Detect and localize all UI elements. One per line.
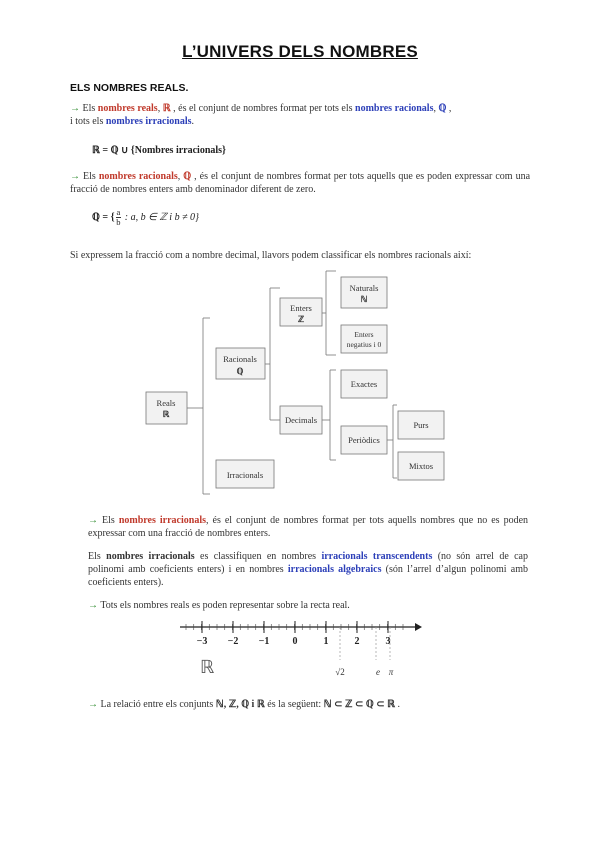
text: . — [191, 116, 194, 127]
term-transcendents: irracionals transcendents — [321, 551, 433, 562]
text: , — [433, 103, 439, 114]
tick-label: 0 — [292, 636, 298, 647]
box-label: Enters — [290, 303, 312, 313]
section-title: ELS NOMBRES REALS. — [70, 82, 189, 94]
text: , és el conjunt de nombres format per tots aquells que es poden expressar com una fracció de nombres enters amb denominador diferent de zero. — [70, 171, 531, 195]
text: Els — [82, 103, 98, 114]
pi-label: π — [388, 667, 394, 677]
text: Els — [102, 515, 119, 526]
reals-symbol: ℝ — [200, 657, 215, 677]
text: La relació entre els conjunts — [100, 699, 216, 710]
sqrt2-label: √2 — [335, 667, 345, 677]
arrow-icon: → — [70, 103, 80, 114]
box-label: negatius i 0 — [346, 340, 382, 349]
term-nombres-racionals: nombres racionals — [98, 171, 178, 182]
box-label: Irracionals — [226, 470, 264, 480]
tick-label: 3 — [385, 636, 391, 647]
tick-labels — [197, 636, 391, 647]
text: , — [177, 171, 184, 182]
arrow-icon: → — [88, 600, 98, 611]
box-label: Reals — [156, 398, 176, 408]
arrow-icon: → — [88, 515, 98, 526]
sets-inclusion: ℕ ⊂ ℤ ⊂ ℚ ⊂ ℝ — [323, 699, 396, 710]
symbol-q: ℚ — [438, 103, 447, 114]
tick-label: 2 — [354, 636, 360, 647]
box-label: Naturals — [349, 283, 379, 293]
formula-reals: ℝ = ℚ ∪ {Nombres irracionals} — [92, 145, 226, 156]
symbol-q: ℚ — [183, 171, 192, 182]
fraction-denominator: b — [116, 217, 121, 227]
text: (no són arrel de cap polinomi amb coeficients enters) i en nombres — [88, 551, 528, 575]
page-title: L’UNIVERS DELS NOMBRES — [182, 42, 418, 61]
box-symbol: ℤ — [297, 314, 305, 324]
text: Els — [83, 171, 99, 182]
term-algebraics: irracionals algebraics — [287, 564, 382, 575]
box-label: Purs — [413, 420, 429, 430]
tick-label: −1 — [258, 636, 270, 647]
box-symbol: ℕ — [360, 294, 368, 304]
text: . — [395, 699, 401, 710]
text: , — [446, 103, 452, 114]
paragraph-relacio — [88, 698, 528, 711]
sets-list: ℕ, ℤ, ℚ i ℝ — [215, 699, 265, 710]
text: , és el conjunt de nombres format per tots aquells nombres que no es poden expressar com una fracció de nombres enters. — [88, 515, 529, 539]
number-line-arrow-icon — [415, 623, 422, 631]
term-nombres-reals: nombres reals — [97, 103, 158, 114]
formula-lhs: ℚ = { — [92, 211, 115, 223]
term-nombres-irracionals: nombres irracionals — [106, 551, 195, 562]
term-nombres-irracionals: nombres irracionals — [118, 515, 206, 526]
tick-label: −3 — [196, 636, 208, 647]
arrow-icon: → — [88, 699, 98, 710]
tick-label: 1 — [323, 636, 329, 647]
box-symbol: ℚ — [236, 366, 244, 376]
text: i tots els — [70, 116, 106, 127]
box-label: Enters — [354, 330, 374, 339]
arrow-icon: → — [70, 171, 80, 182]
symbol-r: ℝ — [162, 103, 171, 114]
term-nombres-irracionals: nombres irracionals — [105, 116, 192, 127]
text: Tots els nombres reals es poden representar sobre la recta real. — [100, 600, 350, 611]
text: és la següent: — [264, 699, 324, 710]
text: es classifiquen en nombres — [194, 551, 322, 562]
formula-rhs: : a, b ∈ ℤ i b ≠ 0} — [122, 211, 200, 223]
box-label: Exactes — [350, 379, 378, 389]
box-label: Racionals — [223, 354, 257, 364]
term-nombres-racionals: nombres racionals — [355, 103, 434, 114]
fraction-numerator: a — [116, 207, 121, 217]
text: , és el conjunt de nombres format per tots els — [170, 103, 356, 114]
box-label: Periòdics — [348, 435, 380, 445]
text: , — [157, 103, 163, 114]
text: (són l’arrel d’algun polinomi amb coeficients enters). — [88, 564, 528, 588]
text: Els — [88, 551, 107, 562]
paragraph-classification: Si expressem la fracció com a nombre decimal, llavors podem classificar els nombres racionals així: — [70, 250, 472, 261]
e-label: e — [376, 667, 380, 677]
tick-label: −2 — [227, 636, 239, 647]
box-symbol: ℝ — [162, 409, 170, 419]
box-label: Decimals — [284, 415, 318, 425]
box-label: Mixtos — [408, 461, 434, 471]
